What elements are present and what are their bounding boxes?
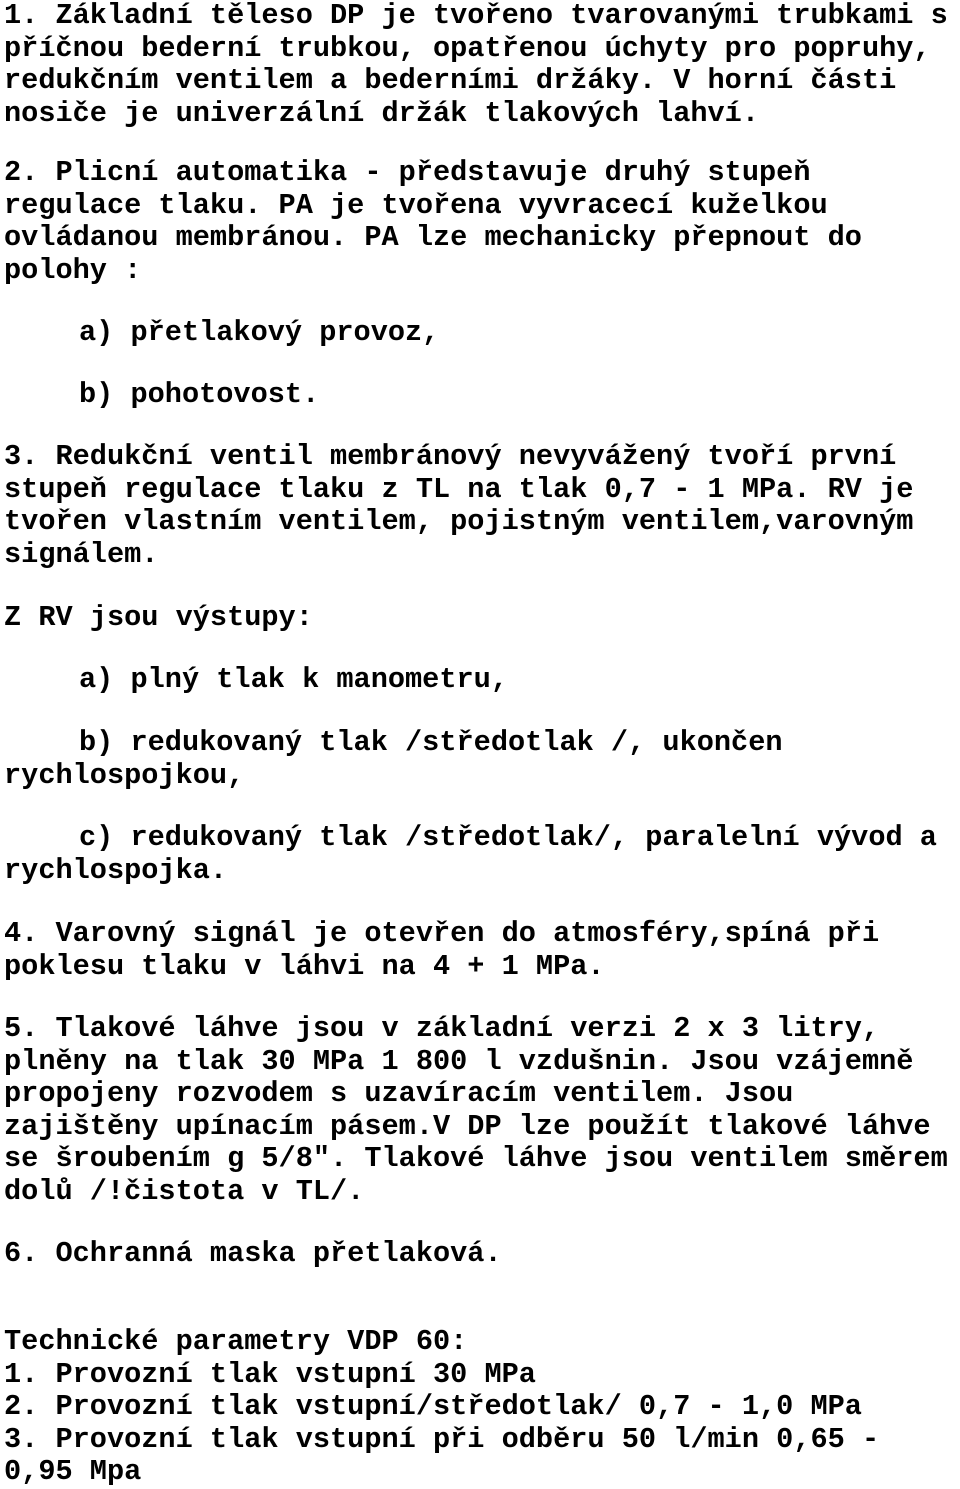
list-item: b) redukovaný tlak /středotlak /, ukončen xyxy=(79,726,783,759)
section-6-paragraph xyxy=(4,1238,960,1271)
text-line: 2. Plicní automatika - představuje druhý stupeň xyxy=(4,156,811,189)
text-line: 6. Ochranná maska přetlaková. xyxy=(4,1237,502,1270)
list-item: c) redukovaný tlak /středotlak/, paralelní vývod a xyxy=(79,821,937,854)
section-3-paragraph xyxy=(4,441,960,571)
parameters-heading: Technické parametry VDP 60: xyxy=(4,1325,468,1358)
list-item: a) přetlakový provoz, xyxy=(79,316,440,349)
section-2-option-a xyxy=(4,317,960,350)
parameter-line: 1. Provozní tlak vstupní 30 MPa xyxy=(4,1357,536,1391)
parameter-line: 3. Provozní tlak vstupní při odběru 50 l/min 0,65 - xyxy=(4,1422,880,1456)
text-line: 3. Redukční ventil membránový nevyvážený tvoří první xyxy=(4,440,897,473)
text-line: 1. Základní těleso DP je tvořeno tvarovanými trubkami s xyxy=(4,0,948,32)
text-line: zajištěny upínacím pásem.V DP lze použít tlakové láhve xyxy=(4,1109,931,1143)
text-line: se šroubením g 5/8". Tlakové láhve jsou ventilem směrem xyxy=(4,1142,948,1176)
list-item: b) pohotovost. xyxy=(79,378,320,411)
section-3-outputs-heading xyxy=(4,602,960,635)
section-2-option-b xyxy=(4,379,960,412)
text-line: 4. Varovný signál je otevřen do atmosféry,spíná při xyxy=(4,917,880,950)
text-line: příčnou bederní trubkou, opatřenou úchyty pro popruhy, xyxy=(4,31,931,65)
section-1-paragraph xyxy=(4,0,960,130)
section-3-output-c xyxy=(4,822,960,887)
text-line: polohy : xyxy=(4,253,142,287)
text-line: propojeny rozvodem s uzavíracím ventilem. Jsou xyxy=(4,1077,794,1111)
text-line: nosiče je univerzální držák tlakových lahví. xyxy=(4,96,759,130)
technical-parameters xyxy=(4,1326,960,1489)
parameter-line: 0,95 Mpa xyxy=(4,1455,142,1489)
section-4-paragraph xyxy=(4,918,960,983)
text-line: dolů /!čistota v TL/. xyxy=(4,1174,365,1208)
text-line: plněny na tlak 30 MPa 1 800 l vzdušnin. Jsou vzájemně xyxy=(4,1044,914,1078)
outputs-heading: Z RV jsou výstupy: xyxy=(4,601,313,634)
text-line: redukčním ventilem a bederními držáky. V horní části xyxy=(4,64,897,98)
list-item-continuation: rychlospojkou, xyxy=(4,758,245,792)
section-2-paragraph xyxy=(4,157,960,287)
list-item: a) plný tlak k manometru, xyxy=(79,663,508,696)
text-line: regulace tlaku. PA je tvořena vyvracecí kuželkou xyxy=(4,188,828,222)
text-line: poklesu tlaku v láhvi na 4 + 1 MPa. xyxy=(4,949,605,983)
text-line: ovládanou membránou. PA lze mechanicky přepnout do xyxy=(4,221,862,255)
text-line: 5. Tlakové láhve jsou v základní verzi 2 x 3 litry, xyxy=(4,1012,880,1045)
section-5-paragraph xyxy=(4,1013,960,1209)
section-3-output-b xyxy=(4,727,960,792)
text-line: signálem. xyxy=(4,537,159,571)
section-3-output-a xyxy=(4,664,960,697)
list-item-continuation: rychlospojka. xyxy=(4,853,228,887)
parameter-line: 2. Provozní tlak vstupní/středotlak/ 0,7 - 1,0 MPa xyxy=(4,1390,862,1424)
text-line: stupeň regulace tlaku z TL na tlak 0,7 - 1 MPa. RV je xyxy=(4,472,914,506)
text-line: tvořen vlastním ventilem, pojistným ventilem,varovným xyxy=(4,505,914,539)
